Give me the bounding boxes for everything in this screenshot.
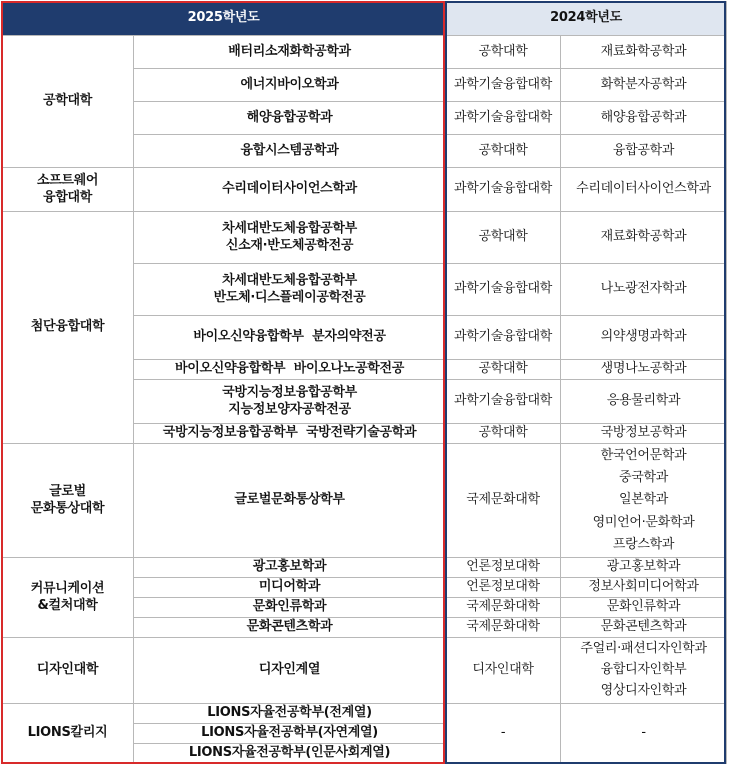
old-department: 수리데이터사이언스학과: [561, 168, 727, 212]
header-2025: 2025학년도: [2, 2, 446, 36]
old-department: 응용물리학과: [561, 380, 727, 424]
old-department: 정보사회미디어학과: [561, 578, 727, 598]
old-college: 과학기술융합대학: [446, 316, 561, 360]
old-department: 주얼리·패션디자인학과 융합디자인학부 영상디자인학과: [561, 638, 727, 704]
old-department: 생명나노공학과: [561, 360, 727, 380]
old-department: 한국언어문학과 중국학과 일본학과 영미언어·문화학과 프랑스학과: [561, 444, 727, 558]
old-college: 과학기술융합대학: [446, 69, 561, 102]
old-department: 융합공학과: [561, 135, 727, 168]
department-mapping-table: [1, 1, 727, 764]
old-college: 과학기술융합대학: [446, 168, 561, 212]
old-department: 문화콘텐츠학과: [561, 618, 727, 638]
new-department: LIONS자율전공학부(인문사회계열): [134, 744, 446, 764]
college-name: LIONS칼리지: [2, 704, 134, 764]
new-department: 수리데이터사이언스학과: [134, 168, 446, 212]
new-department: 디자인계열: [134, 638, 446, 704]
old-college: 언론정보대학: [446, 578, 561, 598]
new-department: 바이오신약융합학부 바이오나노공학전공: [134, 360, 446, 380]
new-department: 융합시스템공학과: [134, 135, 446, 168]
old-college: 공학대학: [446, 424, 561, 444]
new-department: 광고홍보학과: [134, 558, 446, 578]
new-department: 국방지능정보융합공학부 지능정보양자공학전공: [134, 380, 446, 424]
college-name: 커뮤니케이션 &컬처대학: [2, 558, 134, 638]
college-name: 디자인대학: [2, 638, 134, 704]
new-department: LIONS자율전공학부(자연계열): [134, 724, 446, 744]
old-department: 광고홍보학과: [561, 558, 727, 578]
new-department: 차세대반도체융합공학부 신소재·반도체공학전공: [134, 212, 446, 264]
old-department: 나노광전자학과: [561, 264, 727, 316]
old-department: 국방정보공학과: [561, 424, 727, 444]
new-department: 문화인류학과: [134, 598, 446, 618]
table-row: [2, 168, 727, 212]
header-row: [2, 2, 727, 36]
table-row: [2, 638, 727, 704]
old-college: 공학대학: [446, 36, 561, 69]
old-college: 공학대학: [446, 135, 561, 168]
college-name: 첨단융합대학: [2, 212, 134, 444]
old-college: 과학기술융합대학: [446, 102, 561, 135]
old-department: 문화인류학과: [561, 598, 727, 618]
table-row: [2, 444, 727, 558]
old-department: 재료화학공학과: [561, 36, 727, 69]
old-college: 디자인대학: [446, 638, 561, 704]
old-college: 공학대학: [446, 360, 561, 380]
table-row: [2, 558, 727, 578]
old-department: 해양융합공학과: [561, 102, 727, 135]
new-department: 배터리소재화학공학과: [134, 36, 446, 69]
old-college: 과학기술융합대학: [446, 264, 561, 316]
college-name: 공학대학: [2, 36, 134, 168]
old-college: 국제문화대학: [446, 444, 561, 558]
new-department: 바이오신약융합학부 분자의약전공: [134, 316, 446, 360]
old-college: 언론정보대학: [446, 558, 561, 578]
old-department: 의약생명과학과: [561, 316, 727, 360]
new-department: 해양융합공학과: [134, 102, 446, 135]
old-college: 공학대학: [446, 212, 561, 264]
old-department: 화학분자공학과: [561, 69, 727, 102]
old-college: 과학기술융합대학: [446, 380, 561, 424]
old-college: -: [446, 704, 561, 764]
new-department: LIONS자율전공학부(전계열): [134, 704, 446, 724]
new-department: 에너지바이오학과: [134, 69, 446, 102]
college-name: 소프트웨어 융합대학: [2, 168, 134, 212]
table-row: [2, 36, 727, 69]
old-college: 국제문화대학: [446, 618, 561, 638]
new-department: 국방지능정보융합공학부 국방전략기술공학과: [134, 424, 446, 444]
table-row: [2, 212, 727, 264]
new-department: 미디어학과: [134, 578, 446, 598]
old-department: 재료화학공학과: [561, 212, 727, 264]
college-name: 글로벌 문화통상대학: [2, 444, 134, 558]
header-2024: 2024학년도: [446, 2, 727, 36]
new-department: 문화콘텐츠학과: [134, 618, 446, 638]
old-department: -: [561, 704, 727, 764]
table-row: [2, 704, 727, 724]
old-college: 국제문화대학: [446, 598, 561, 618]
new-department: 차세대반도체융합공학부 반도체·디스플레이공학전공: [134, 264, 446, 316]
new-department: 글로벌문화통상학부: [134, 444, 446, 558]
